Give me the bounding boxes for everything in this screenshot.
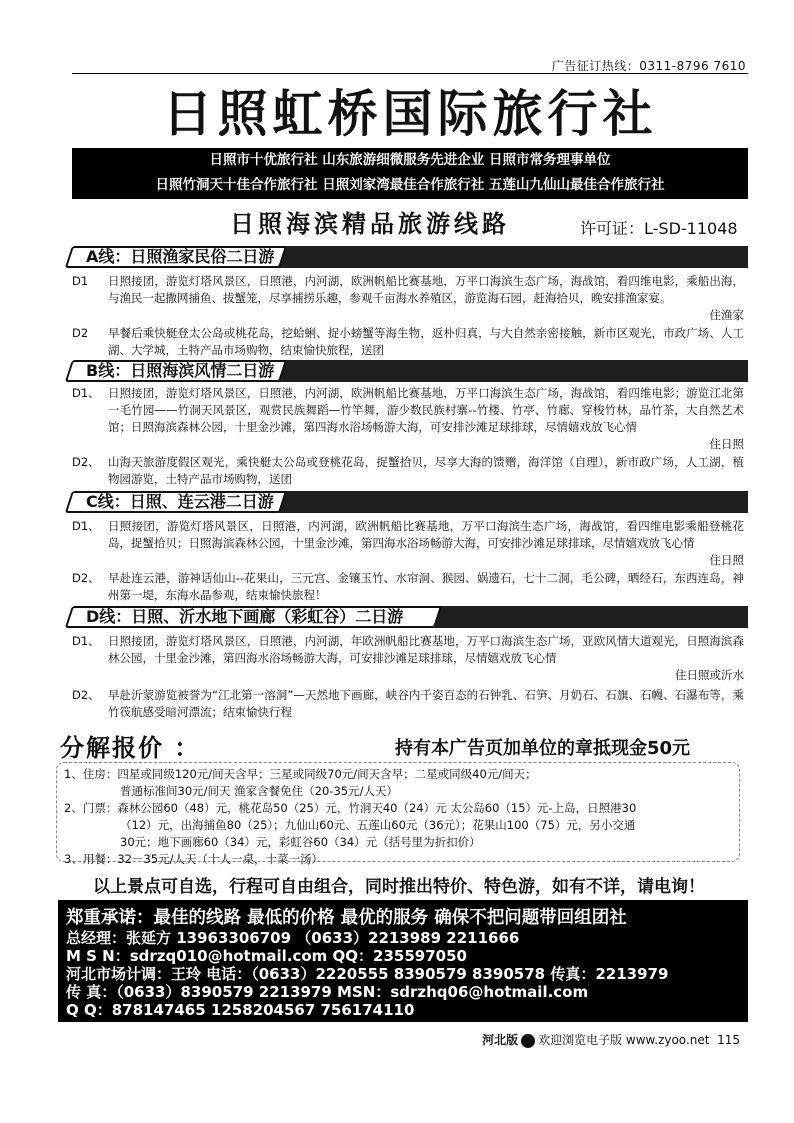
route-a-day-1: [72, 273, 744, 324]
route-d-label: D线：日照、沂水地下画廊（彩虹谷）二日游: [86, 607, 404, 626]
day-text: 早赴沂蒙游览被誉为“江北第一溶洞”—天然地下画廊，峡谷内千姿百态的石钟乳、石笋、月奶石、石旗、石幔、石瀑布等，乘竹筏航感受暗河漂流；结束愉快行程: [108, 688, 744, 719]
day-text: 日照接团，游览灯塔风景区，日照港，内河湖，欧洲帆船比赛基地，万平口海滨生态广场，海战馆，看四维电影，乘船出海，与渔民一起撒网捕鱼、拔蟹笼，尽享捕捞乐趣，参观千亩海水养殖区，游览海石园，赶海拾贝，晚安排渔家宴。: [108, 274, 744, 305]
price-line: 1、住房：四星或同级120元/间天含早；三星或同级70元/间天含早；二星或同级40元/间天；: [64, 767, 537, 781]
day-label: D2、: [72, 571, 100, 585]
contact-manager: 总经理：张延方 13963306709 （0633）2213989 2211666: [66, 929, 520, 947]
day-label: D1、: [72, 634, 100, 648]
honors-line-2: 日照竹洞天十佳合作旅行社 日照刘家湾最佳合作旅行社 五莲山九仙山最佳合作旅行社: [155, 177, 665, 193]
day-label: D2、: [72, 688, 100, 702]
service-promise: 郑重承诺：最佳的线路 最低的价格 最优的服务 确保不把问题带回组团社: [66, 908, 627, 928]
route-a-day-2: [72, 325, 744, 359]
contact-qq: Q Q：878147465 1258204567 756174110: [66, 1001, 415, 1019]
price-line: 30元；地下画廊60（34）元，彩虹谷60（34）元（括号里为折扣价）: [120, 835, 481, 849]
pricing-title: 分解报价 ：: [60, 734, 201, 762]
contact-hebei: 河北市场计调：王玲 电话：（0633）2220555 8390579 8390578 传真：2213979: [66, 965, 669, 983]
day-label: D2、: [72, 455, 100, 469]
coupon-offer: 持有本广告页加单位的章抵现金50元: [395, 738, 691, 759]
day-label: D2: [72, 326, 89, 340]
route-c-label: C线：日照、连云港二日游: [86, 492, 274, 511]
honors-banner: [72, 148, 748, 199]
day-label: D1: [72, 274, 89, 288]
price-line: 普通标准间30元/间天 渔家含餐免住（20-35元/人天）: [120, 784, 398, 798]
day-lodging: 住渔家: [709, 308, 744, 322]
day-text: 山海天旅游度假区观光，乘快艇太公岛或登桃花岛，捉蟹拾贝，尽享大海的馈赠，海洋馆（自理），新市政广场，人工湖，植物园游览，土特产品市场购物，送团: [108, 455, 744, 486]
license-number: 许可证：L-SD-11048: [580, 219, 738, 238]
contact-msn: M S N：sdrzq010@hotmail.com QQ：235597050: [66, 947, 467, 965]
day-label: D1、: [72, 519, 100, 533]
route-a-label: A线：日照渔家民俗二日游: [86, 247, 275, 266]
route-b-label: B线：日照海滨风情二日游: [86, 361, 275, 380]
day-text: 日照接团，游览灯塔风景区，日照港，内河湖，欧洲帆船比赛基地，万平口海滨生态广场，海战馆，看四维电影；游览江北第一毛竹园——竹洞天风景区，观赏民族舞蹈—竹竿舞，游少数民族村寨--竹楼、竹亭、竹廊、穿梭竹林，品竹茶，大自然艺术馆；日照海滨森林公园，十里金沙滩，第四海水浴场畅游大海，可安排沙滩足球排球，尽情嬉戏放飞心情: [108, 386, 744, 434]
price-line: 2、门票：森林公园60（48）元，桃花岛50（25）元，竹洞天40（24）元 太公岛60（15）元-上岛，日照港30: [64, 801, 637, 815]
route-b-header: [72, 360, 748, 382]
route-d-day-2: [72, 687, 744, 721]
day-text: 早赴连云港，游神话仙山--花果山，三元宫、金镶玉竹、水帘洞、猴园、娲遗石，七十二洞，毛公碑，晒经石，东西连岛，神州第一堤，东海水晶参观，结束愉快旅程！: [108, 571, 744, 602]
browse-link[interactable]: 欢迎浏览电子版 www.zyoo.net: [538, 1033, 710, 1047]
honors-line-1: 日照市十优旅行社 山东旅游细微服务先进企业 日照市常务理事单位: [209, 152, 611, 168]
route-d-header: [72, 606, 748, 628]
contact-block: [58, 900, 748, 1022]
day-lodging: 住日照或沂水: [675, 668, 744, 682]
day-text: 日照接团，游览灯塔风景区，日照港，内河湖，欧洲帆船比赛基地，万平口海滨生态广场，海战馆，看四维电影乘船登桃花岛，捉蟹拾贝；日照海滨森林公园，十里金沙滩，第四海水浴场畅游大海，可安排沙滩足球排球，尽情嬉戏放飞心情: [108, 519, 744, 550]
publication-logo-icon: [521, 1034, 535, 1048]
route-c-day-1: [72, 518, 744, 569]
route-d-day-1: [72, 633, 744, 684]
ad-hotline: 广告征订热线：0311-8796 7610: [551, 59, 746, 73]
day-text: 日照接团，游览灯塔风景区，日照港，内河湖，年欧洲帆船比赛基地，万平口海滨生态广场，亚欧风情大道观光，日照海滨森林公园，十里金沙滩，第四海水浴场畅游大海，可安排沙滩足球排球，尽情嬉戏放飞心情: [108, 634, 744, 665]
route-c-header: [72, 491, 748, 513]
route-b-day-1: [72, 385, 744, 453]
route-b-day-2: [72, 454, 744, 488]
page-number: 115: [717, 1033, 740, 1047]
price-line: 3、用餐：32－35元/人天（十人一桌，十菜一汤）: [64, 852, 323, 866]
route-c-day-2: [72, 570, 744, 604]
page-footer: [482, 1031, 740, 1048]
contact-fax: 传 真：（0633）8390579 2213979 MSN：sdrzhq06@hotmail.com: [66, 983, 589, 1001]
day-lodging: 住日照: [709, 553, 744, 567]
price-line: （12）元，出海捕鱼80（25）；九仙山60元、五莲山60元（36元）；花果山100（75）元，另小交通: [120, 818, 636, 832]
custom-trip-notice: 以上景点可自选，行程可自由组合，同时推出特价、特色游，如有不详，请电询！: [93, 877, 705, 897]
edition-label: 河北版: [482, 1033, 519, 1047]
route-a-header: [72, 246, 748, 268]
day-label: D1、: [72, 386, 100, 400]
day-lodging: 住日照: [709, 437, 744, 451]
day-text: 早餐后乘快艇登太公岛或桃花岛，挖蛤蜊、捉小螃蟹等海生物，返朴归真，与大自然亲密接触，新市区观光，市政广场、人工湖、大学城，土特产品市场购物，结束愉快旅程，送团: [108, 326, 744, 357]
agency-title: 日照虹桥国际旅行社: [162, 85, 658, 143]
routes-subtitle: 日照海滨精品旅游线路: [230, 209, 510, 238]
header-rule: [72, 73, 748, 74]
